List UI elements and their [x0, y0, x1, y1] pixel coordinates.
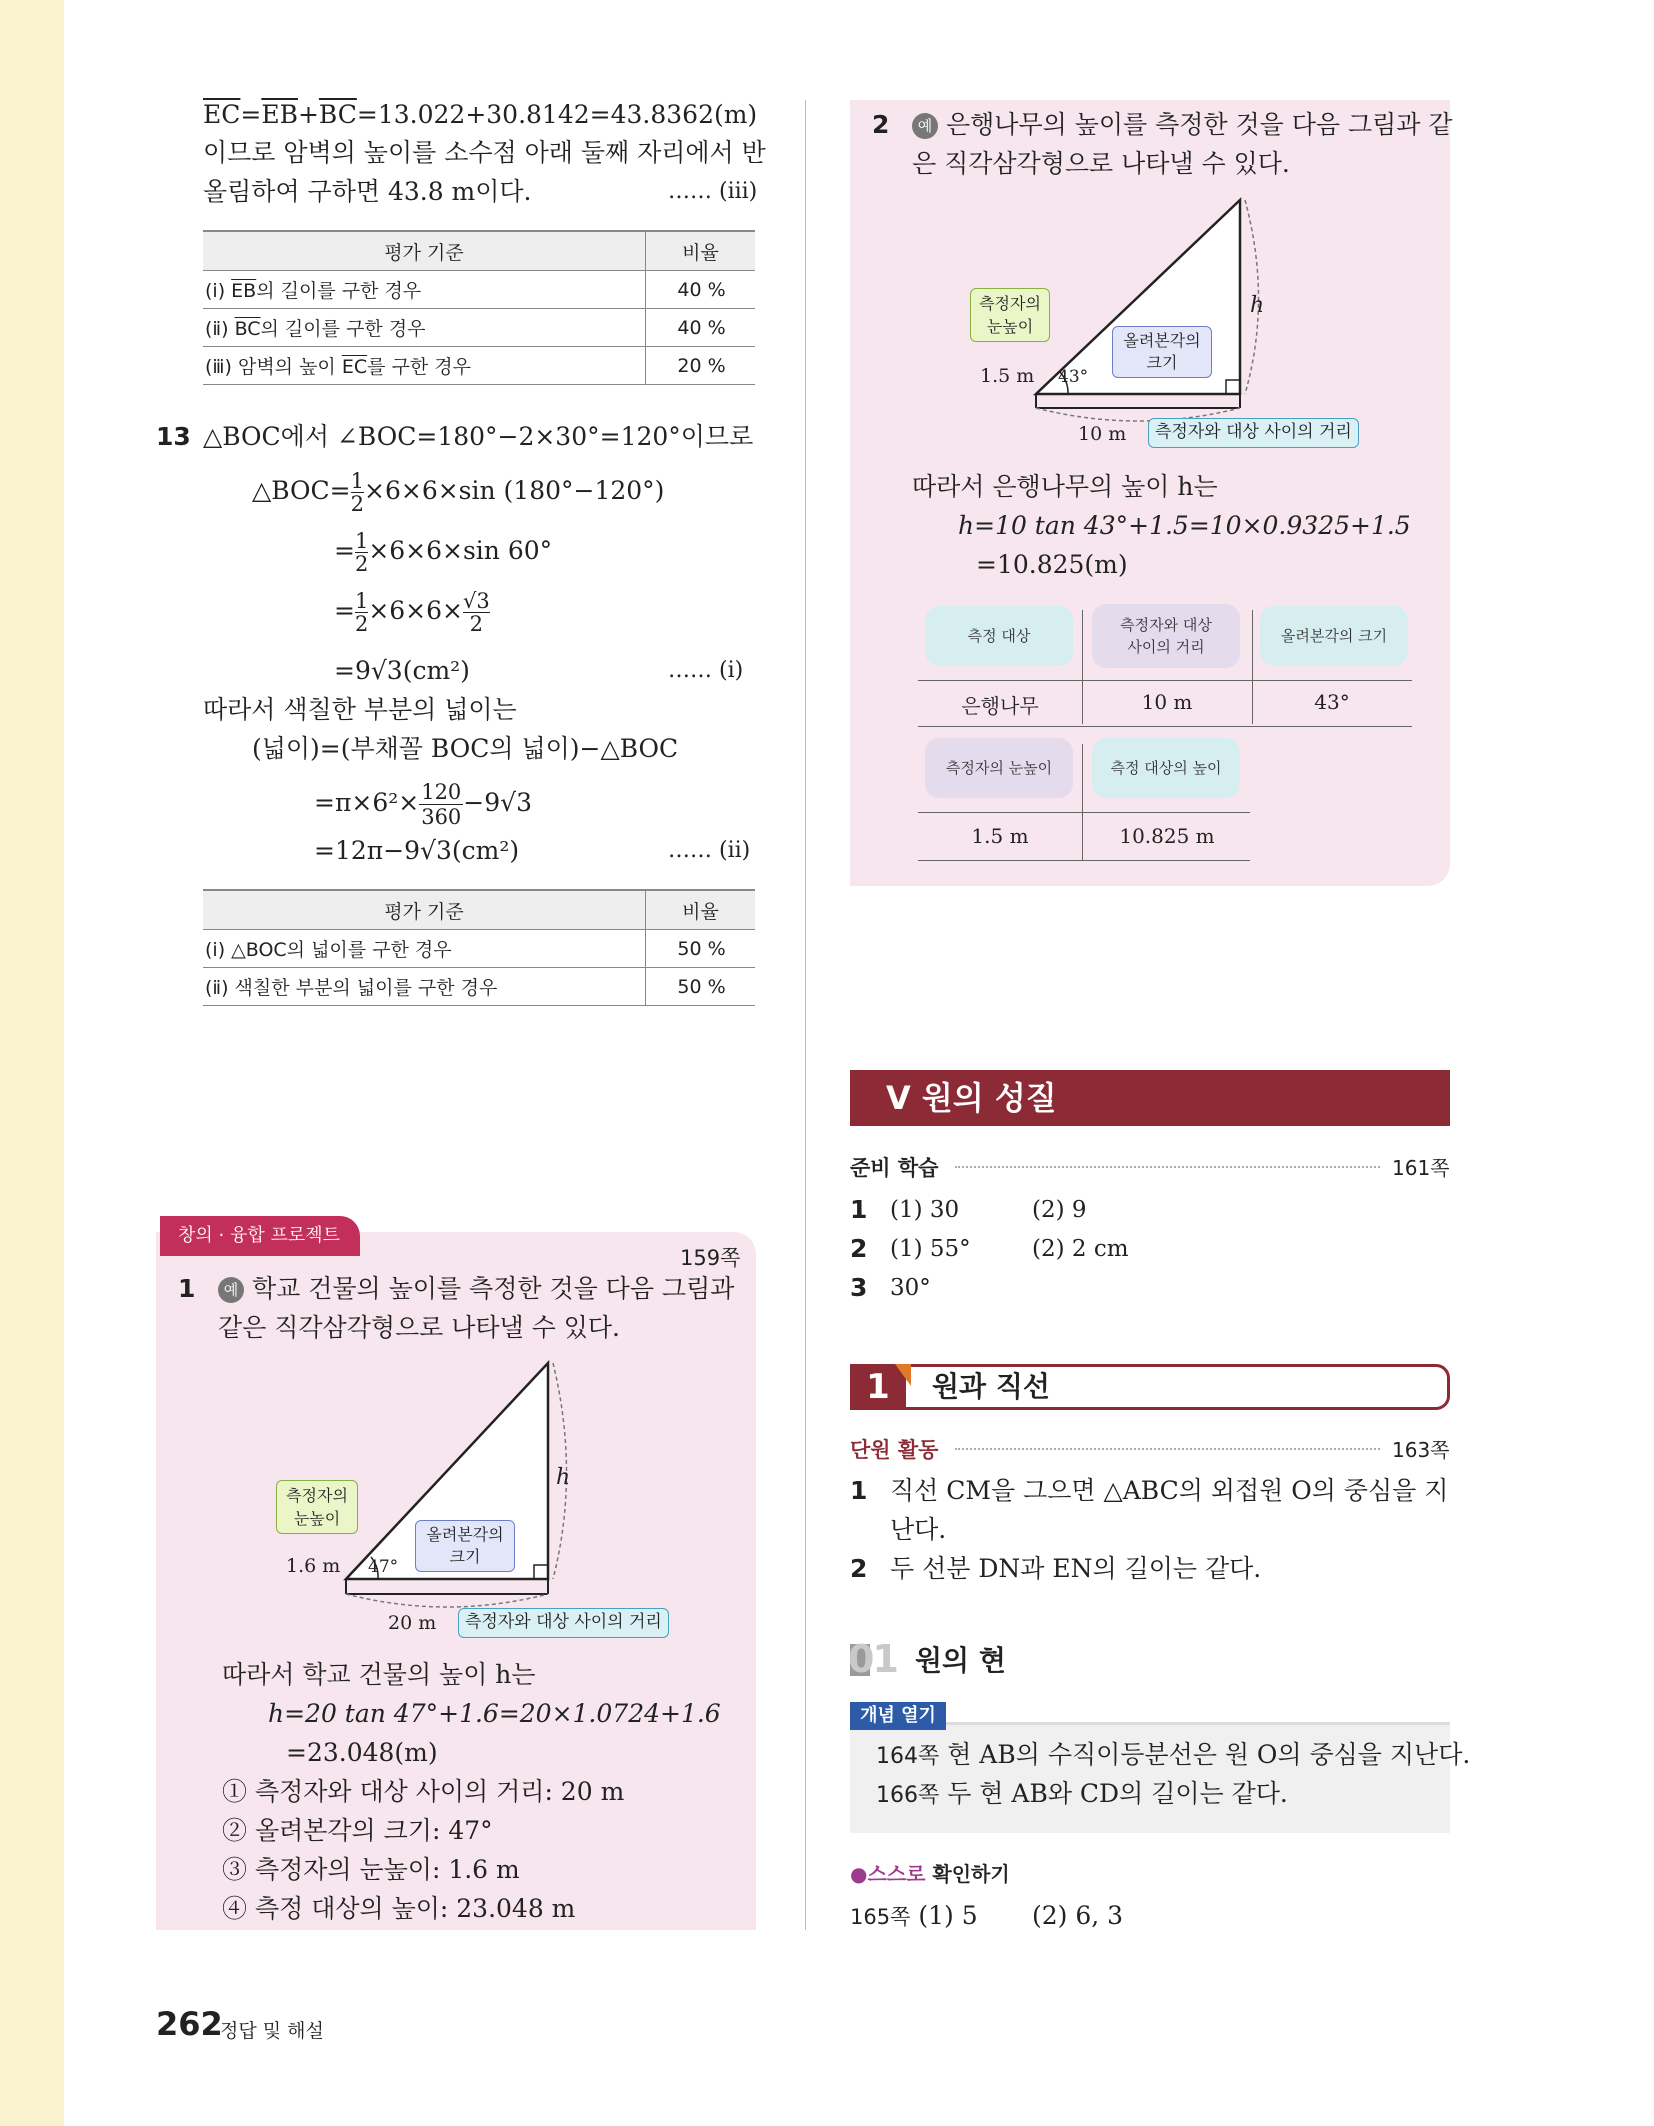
distance-callout: 측정자와 대상 사이의 거리 [1148, 418, 1359, 448]
prep-1-b: (2) 9 [1032, 1197, 1087, 1223]
prep-label: 준비 학습 [850, 1156, 939, 1180]
grid-cell-angle: 43° [1314, 690, 1350, 714]
grid-head-target: 측정 대상 [925, 606, 1073, 666]
problem-13-intro: △BOC에서 ∠BOC=180°−2×30°=120°이므로 [203, 422, 754, 451]
unit-label: 단원 활동 [850, 1438, 939, 1462]
lesson-title: 원의 현 [915, 1644, 1006, 1677]
table-row [203, 968, 755, 1006]
table-row [203, 347, 755, 385]
grid-cell-target: 은행나무 [961, 694, 1039, 718]
criteria-cell: (ⅰ) $\overline{EB}$의 길이를 구한 경우 [203, 271, 646, 309]
boc-line-4: =9√3(cm²) [334, 656, 470, 685]
grid-line [918, 680, 1412, 681]
margin-strip [0, 0, 64, 2126]
building-eq-1: h=20 tan 47°+1.6=20×1.0724+1.6 [268, 1699, 721, 1728]
criteria-table-1 [203, 230, 755, 385]
table-row [203, 271, 755, 309]
prep-2-a: (1) 55° [890, 1236, 971, 1262]
self-check-answer: 165쪽 (1) 5 [850, 1901, 978, 1930]
prep-3-a: 30° [890, 1275, 931, 1301]
ratio-header: 비율 [646, 231, 756, 271]
self-check-answer-2: (2) 6, 3 [1032, 1901, 1124, 1930]
self-check-label: ●스스로 확인하기 [850, 1862, 1010, 1886]
lesson-number: 01 [848, 1637, 897, 1681]
section-number: 1 [850, 1364, 906, 1410]
grid-line [918, 860, 1250, 861]
problem-2-text-2: 은 직각삼각형으로 나타낼 수 있다. [912, 149, 1290, 178]
unit-1-number: 1 [850, 1476, 868, 1505]
criteria-cell: (ⅰ) △BOC의 넓이를 구한 경우 [203, 930, 646, 968]
area-line-1: =π×6²× $\frac{120}{360}$ −9√3 [314, 780, 532, 829]
eye-height-value: 1.6 m [286, 1555, 341, 1577]
criteria-cell: (ⅱ) $\overline{BC}$의 길이를 구한 경우 [203, 309, 646, 347]
ec-text-2: 이므로 암벽의 높이를 소수점 아래 둘째 자리에서 반 [203, 138, 766, 167]
eye-height-value: 1.5 m [980, 365, 1035, 387]
angle-callout: 올려본각의 크기 [1112, 326, 1212, 378]
distance-callout: 측정자와 대상 사이의 거리 [458, 1608, 669, 1638]
unit-page: 163쪽 [1392, 1438, 1450, 1462]
area-intro: 따라서 색칠한 부분의 넓이는 [203, 695, 517, 724]
distance-brace [346, 1594, 548, 1607]
building-height-intro: 따라서 학교 건물의 높이 h는 [222, 1660, 536, 1689]
problem-13-number: 13 [156, 422, 191, 451]
example-badge: 예 [912, 113, 938, 139]
criteria-table-2 [203, 889, 755, 1006]
ginkgo-eq-1: h=10 tan 43°+1.5=10×0.9325+1.5 [958, 511, 1411, 540]
prep-1-number: 1 [850, 1195, 868, 1224]
grid-cell-distance: 10 m [1141, 690, 1193, 714]
ratio-cell: 40 % [646, 309, 756, 347]
height-label: h [556, 1465, 571, 1490]
distance-value: 20 m [388, 1612, 437, 1634]
prep-page: 161쪽 [1392, 1156, 1450, 1180]
angle-value: 47° [368, 1557, 399, 1577]
angle-callout: 올려본각의 크기 [415, 1520, 515, 1572]
project-1-text-2: 같은 직각삼각형으로 나타낼 수 있다. [218, 1313, 620, 1342]
grid-head-angle: 올려본각의 크기 [1260, 606, 1408, 666]
ratio-header: 비율 [646, 890, 756, 930]
criteria-cell: (ⅲ) 암벽의 높이 $\overline{EC}$를 구한 경우 [203, 347, 646, 385]
building-eq-2: =23.048(m) [286, 1738, 438, 1767]
grid-head-eye: 측정자의 눈높이 [925, 738, 1073, 798]
grid-head-distance: 측정자와 대상 사이의 거리 [1092, 604, 1240, 668]
problem-2-number: 2 [872, 110, 890, 139]
height-label: h [1250, 293, 1265, 318]
distance-value: 10 m [1078, 423, 1127, 445]
project-tab: 창의 · 융합 프로젝트 [160, 1216, 360, 1256]
criteria-header: 평가 기준 [203, 231, 646, 271]
grid-line [918, 726, 1412, 727]
list-item: ① 측정자와 대상 사이의 거리: 20 m [222, 1777, 625, 1806]
grid-cell-height: 10.825 m [1119, 824, 1215, 848]
problem-2-text-1: 예 은행나무의 높이를 측정한 것을 다음 그림과 같 [912, 106, 1453, 144]
list-item: ③ 측정자의 눈높이: 1.6 m [222, 1855, 520, 1884]
ratio-cell: 50 % [646, 930, 756, 968]
concept-tag: 개념 열기 [850, 1702, 946, 1730]
angle-value: 43° [1058, 367, 1089, 387]
footer-label: 정답 및 해설 [220, 2020, 324, 2042]
criteria-header: 평가 기준 [203, 890, 646, 930]
table-row [203, 930, 755, 968]
page-number: 262 [156, 2005, 223, 2043]
eye-height-callout: 측정자의 눈높이 [970, 288, 1050, 342]
prep-2-number: 2 [850, 1234, 868, 1263]
grid-cell-eye: 1.5 m [971, 824, 1029, 848]
ginkgo-eq-2: =10.825(m) [976, 550, 1128, 579]
section-flag [895, 1364, 911, 1386]
project-page: 159쪽 [680, 1246, 741, 1270]
list-item: ② 올려본각의 크기: 47° [222, 1816, 493, 1845]
column-divider [805, 100, 806, 1930]
ratio-cell: 50 % [646, 968, 756, 1006]
criteria-cell: (ⅱ) 색칠한 부분의 넓이를 구한 경우 [203, 968, 646, 1006]
prep-3-number: 3 [850, 1273, 868, 1302]
boc-line-1: △BOC= $\frac{1}{2}$ ×6×6×sin (180°−120°) [252, 469, 665, 516]
example-badge: 예 [218, 1277, 244, 1303]
grid-line [918, 812, 1250, 813]
project-1-number: 1 [178, 1274, 196, 1303]
unit-1-text-b: 난다. [890, 1515, 947, 1544]
boc-line-3: = $\frac{1}{2}$ ×6×6× $\frac{√3}{2}$ [334, 589, 490, 636]
leader-dots [955, 1448, 1380, 1450]
area-line-2: =12π−9√3(cm²) [314, 836, 520, 865]
ratio-cell: 20 % [646, 347, 756, 385]
section-title: 원과 직선 [932, 1370, 1050, 1403]
ec-text-3: 올림하여 구하면 43.8 m이다. [203, 177, 532, 206]
ginkgo-height-intro: 따라서 은행나무의 높이 h는 [912, 472, 1218, 501]
unit-1-text-a: 직선 CM을 그으면 △ABC의 외접원 O의 중심을 지 [890, 1476, 1449, 1505]
unit-2-number: 2 [850, 1554, 868, 1583]
concept-line-2: 166쪽 두 현 AB와 CD의 길이는 같다. [876, 1779, 1288, 1808]
boc-line-2: = $\frac{1}{2}$ ×6×6×sin 60° [334, 529, 553, 576]
table-row [203, 309, 755, 347]
unit-2-text: 두 선분 DN과 EN의 길이는 같다. [890, 1554, 1262, 1583]
leader-dots [955, 1166, 1380, 1168]
mark-iii: …… (iii) [668, 179, 758, 204]
chapter-title: V 원의 성질 [850, 1070, 1450, 1126]
eye-height-callout: 측정자의 눈높이 [276, 1480, 358, 1534]
prep-2-b: (2) 2 cm [1032, 1236, 1129, 1262]
ratio-cell: 40 % [646, 271, 756, 309]
area-formula: (넓이)=(부채꼴 BOC의 넓이)−△BOC [252, 734, 679, 763]
project-1-text-1: 예 학교 건물의 높이를 측정한 것을 다음 그림과 [218, 1270, 734, 1308]
mark-ii: …… (ⅱ) [668, 838, 751, 863]
mark-i: …… (ⅰ) [668, 658, 744, 683]
prep-1-a: (1) 30 [890, 1197, 960, 1223]
list-item: ④ 측정 대상의 높이: 23.048 m [222, 1894, 576, 1923]
ec-equation: $\overline{EC}=\overline{EB}+\overline{BC}=13.022+30.8142=43.8362(m)$ [203, 100, 758, 129]
grid-head-height: 측정 대상의 높이 [1092, 738, 1240, 798]
concept-line-1: 164쪽 현 AB의 수직이등분선은 원 O의 중심을 지난다. [876, 1740, 1471, 1769]
